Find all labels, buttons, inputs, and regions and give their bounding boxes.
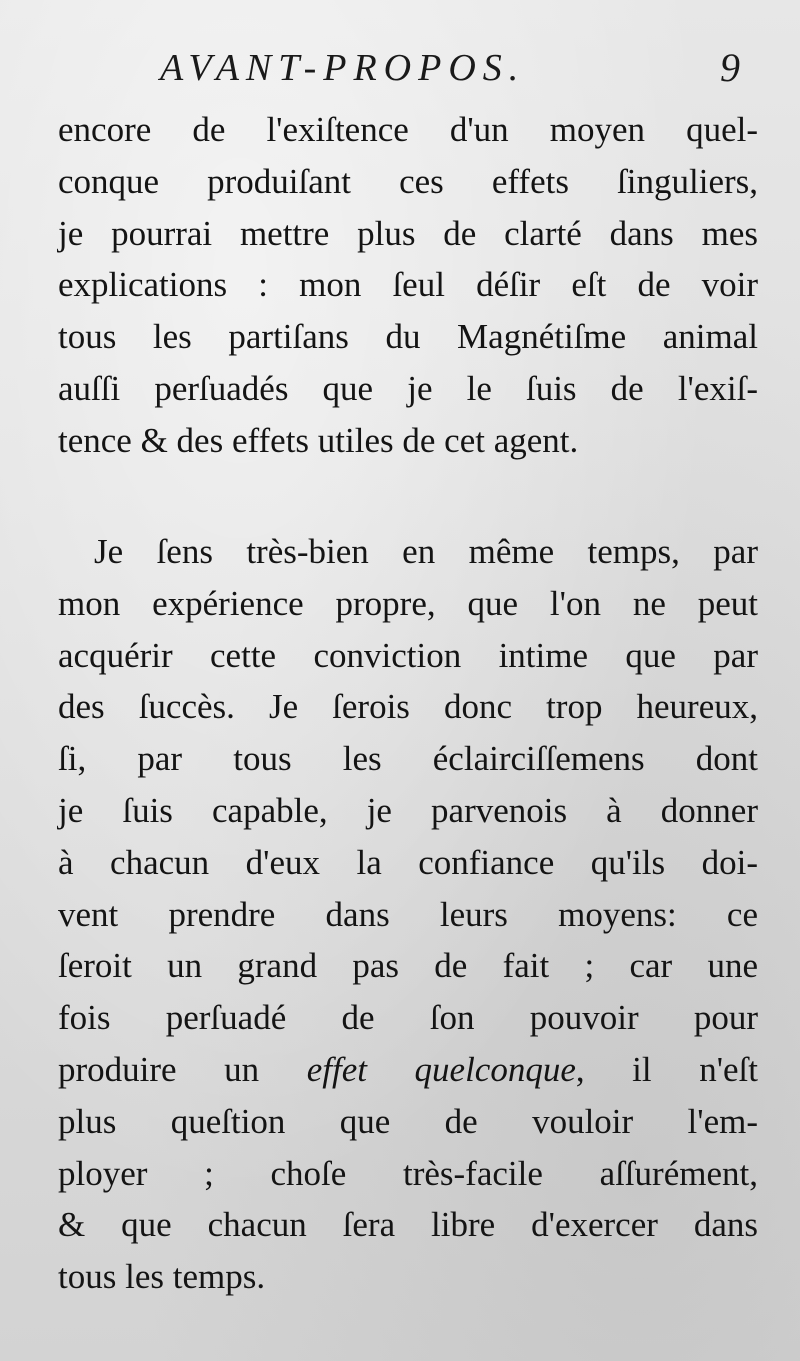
text-line: auſſi perſuadés que je le ſuis de l'exiſ- (58, 368, 758, 408)
text-line: conque produiſant ces effets ſinguliers, (58, 161, 758, 201)
paragraph-1 (58, 104, 758, 467)
text-fragment: produire un (58, 1049, 307, 1089)
page-number: 9 (720, 45, 740, 90)
text-line: tous les partiſans du Magnétiſme animal (58, 317, 758, 357)
text-line: Je ſens très-bien en même temps, par (94, 532, 758, 571)
text-line: plus queſtion que de vouloir l'em- (58, 1101, 758, 1141)
text-line: mon expérience propre, que l'on ne peut (58, 583, 758, 623)
running-title: AVANT-PROPOS. (160, 47, 526, 89)
text-line: je pourrai mettre plus de clarté dans mes (58, 213, 758, 253)
text-line: ſeroit un grand pas de fait ; car une (58, 946, 758, 986)
text-line: je ſuis capable, je parvenois à donner (58, 790, 758, 830)
text-line: tous les temps. (58, 1257, 266, 1297)
text-line: explications : mon ſeul déſir eſt de voir (58, 265, 758, 305)
italic-phrase: effet quelconque (306, 1049, 576, 1089)
text-line: & que chacun ſera libre d'exercer dans (58, 1205, 758, 1245)
text-line-with-italic (58, 1044, 758, 1096)
text-line: encore de l'exiſtence d'un moyen quel- (58, 110, 758, 149)
text-line: à chacun d'eux la confiance qu'ils doi- (58, 842, 758, 882)
text-line: fois perſuadé de ſon pouvoir pour (58, 998, 758, 1038)
text-line: ſi, par tous les éclairciſſemens dont (58, 739, 758, 779)
page-header (0, 40, 800, 100)
text-line: tence & des effets utiles de cet agent. (58, 420, 579, 460)
paragraph-2 (58, 526, 758, 1303)
text-line: vent prendre dans leurs moyens: ce (58, 894, 758, 934)
text-fragment: , il n'eſt (575, 1049, 758, 1089)
text-line: acquérir cette conviction intime que par (58, 635, 758, 675)
text-line: des ſuccès. Je ſerois donc trop heureux, (58, 687, 758, 727)
text-line: ployer ; choſe très-facile aſſurément, (58, 1153, 758, 1193)
